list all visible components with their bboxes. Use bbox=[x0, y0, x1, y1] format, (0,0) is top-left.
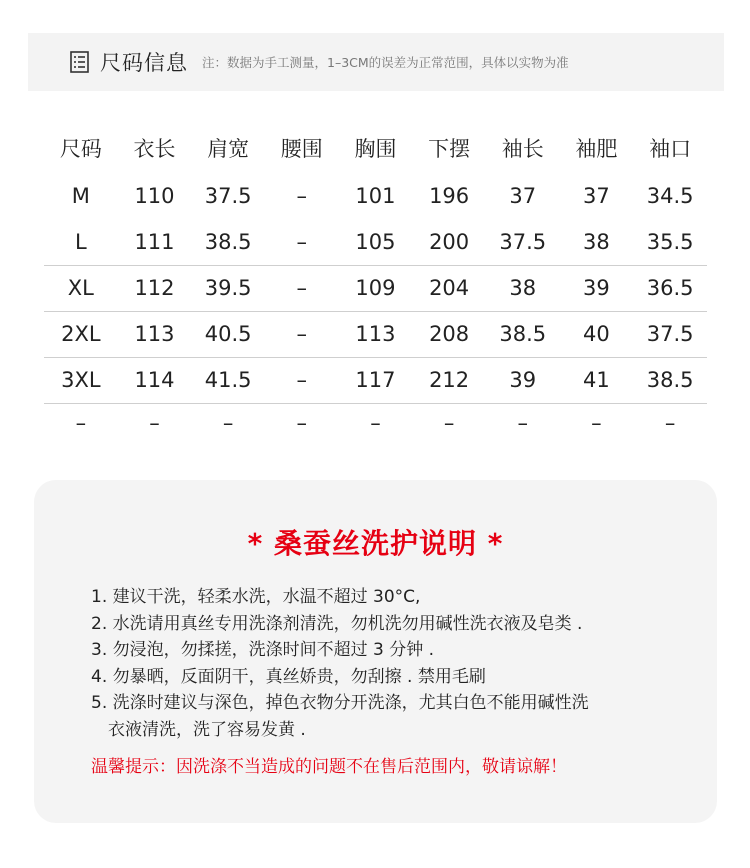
care-list bbox=[91, 584, 589, 743]
table-cell: – bbox=[265, 311, 339, 357]
table-cell: – bbox=[664, 411, 676, 436]
column-header: 下摆 bbox=[428, 137, 471, 161]
table-cell: – bbox=[265, 219, 339, 265]
list-item: 2. 水洗请用真丝专用洗涤剂清洗，勿机洗勿用碱性洗衣液及皂类 . bbox=[91, 613, 583, 634]
table-cell: 196 bbox=[429, 184, 470, 208]
care-instructions-panel bbox=[34, 480, 717, 823]
list-item: 3. 勿浸泡，勿揉搓，洗涤时间不超过 3 分钟 . bbox=[91, 640, 435, 660]
table-row bbox=[44, 403, 707, 443]
table-cell: 113 bbox=[339, 311, 413, 357]
table-row bbox=[44, 265, 707, 311]
list-item: 4. 勿暴晒，反面阴干，真丝娇贵，勿刮擦 . 禁用毛刷 bbox=[91, 666, 486, 687]
table-cell: 3XL bbox=[44, 357, 118, 403]
table-cell: L bbox=[44, 219, 118, 265]
table-cell: 200 bbox=[412, 219, 486, 265]
table-header-row bbox=[44, 123, 707, 173]
table-cell: 208 bbox=[412, 311, 486, 357]
page-title: 尺码信息 bbox=[100, 51, 188, 75]
table-cell: 37 bbox=[509, 184, 537, 208]
table-cell: – bbox=[443, 411, 455, 436]
list-item-continuation: 衣液清洗，洗了容易发黄 . bbox=[108, 719, 306, 740]
table-cell: 112 bbox=[118, 265, 192, 311]
column-header: 尺码 bbox=[59, 137, 102, 161]
table-cell: 39 bbox=[560, 265, 634, 311]
table-cell: 113 bbox=[118, 311, 192, 357]
table-cell: 38 bbox=[560, 219, 634, 265]
table-cell: 41.5 bbox=[191, 357, 265, 403]
table-cell: – bbox=[296, 184, 308, 208]
table-cell: XL bbox=[44, 265, 118, 311]
table-cell: 111 bbox=[118, 219, 192, 265]
table-cell: 39 bbox=[486, 357, 560, 403]
table-cell: 38 bbox=[486, 265, 560, 311]
table-cell: 34.5 bbox=[646, 184, 694, 208]
document-list-icon bbox=[70, 51, 89, 73]
table-cell: – bbox=[265, 357, 339, 403]
table-cell: 114 bbox=[118, 357, 192, 403]
table-cell: 117 bbox=[339, 357, 413, 403]
list-item bbox=[91, 690, 589, 743]
table-cell: – bbox=[222, 411, 234, 436]
table-row bbox=[44, 357, 707, 403]
table-cell: 2XL bbox=[44, 311, 118, 357]
table-cell: M bbox=[71, 184, 90, 208]
size-table bbox=[44, 123, 707, 443]
column-header: 肩宽 bbox=[207, 137, 250, 161]
table-cell: 37 bbox=[583, 184, 610, 208]
column-header: 袖肥 bbox=[575, 137, 618, 161]
table-cell: 105 bbox=[339, 219, 413, 265]
care-warning: 温馨提示：因洗涤不当造成的问题不在售后范围内，敬请谅解！ bbox=[91, 757, 567, 777]
table-cell: – bbox=[75, 411, 87, 436]
table-cell: – bbox=[370, 411, 381, 436]
column-header: 衣长 bbox=[133, 137, 176, 161]
column-header: 腰围 bbox=[280, 137, 323, 161]
list-item: 1. 建议干洗，轻柔水洗，水温不超过 30°C, bbox=[91, 587, 421, 607]
table-cell: – bbox=[296, 411, 308, 436]
table-cell: 35.5 bbox=[633, 219, 707, 265]
table-cell: 38.5 bbox=[486, 311, 560, 357]
table-cell: 39.5 bbox=[191, 265, 265, 311]
table-cell: 110 bbox=[134, 184, 175, 208]
table-cell: 37.5 bbox=[486, 219, 560, 265]
table-cell: 40 bbox=[560, 311, 634, 357]
column-header: 胸围 bbox=[354, 137, 397, 161]
table-cell: 37.5 bbox=[633, 311, 707, 357]
table-cell: 36.5 bbox=[633, 265, 707, 311]
table-cell: – bbox=[265, 265, 339, 311]
table-cell: 109 bbox=[339, 265, 413, 311]
measurement-note: 注：数据为手工测量，1–3CM的误差为正常范围，具体以实物为准 bbox=[202, 55, 569, 70]
table-cell: 212 bbox=[412, 357, 486, 403]
table-cell: 38.5 bbox=[191, 219, 265, 265]
table-row bbox=[44, 311, 707, 357]
size-info-header bbox=[28, 33, 724, 91]
column-header: 袖长 bbox=[501, 137, 544, 161]
table-cell: 40.5 bbox=[191, 311, 265, 357]
table-cell: – bbox=[591, 411, 602, 436]
list-item-line: 5. 洗涤时建议与深色，掉色衣物分开洗涤，尤其白色不能用碱性洗 bbox=[91, 693, 589, 713]
table-cell: – bbox=[149, 411, 160, 436]
table-cell: 204 bbox=[412, 265, 486, 311]
table-cell: – bbox=[517, 411, 529, 436]
column-header: 袖口 bbox=[649, 137, 692, 161]
table-row bbox=[44, 173, 707, 219]
table-cell: 38.5 bbox=[633, 357, 707, 403]
table-cell: 101 bbox=[355, 184, 396, 208]
care-title: * 桑蚕丝洗护说明 * bbox=[247, 527, 504, 560]
table-cell: 37.5 bbox=[204, 184, 252, 208]
table-row bbox=[44, 219, 707, 265]
table-cell: 41 bbox=[560, 357, 634, 403]
